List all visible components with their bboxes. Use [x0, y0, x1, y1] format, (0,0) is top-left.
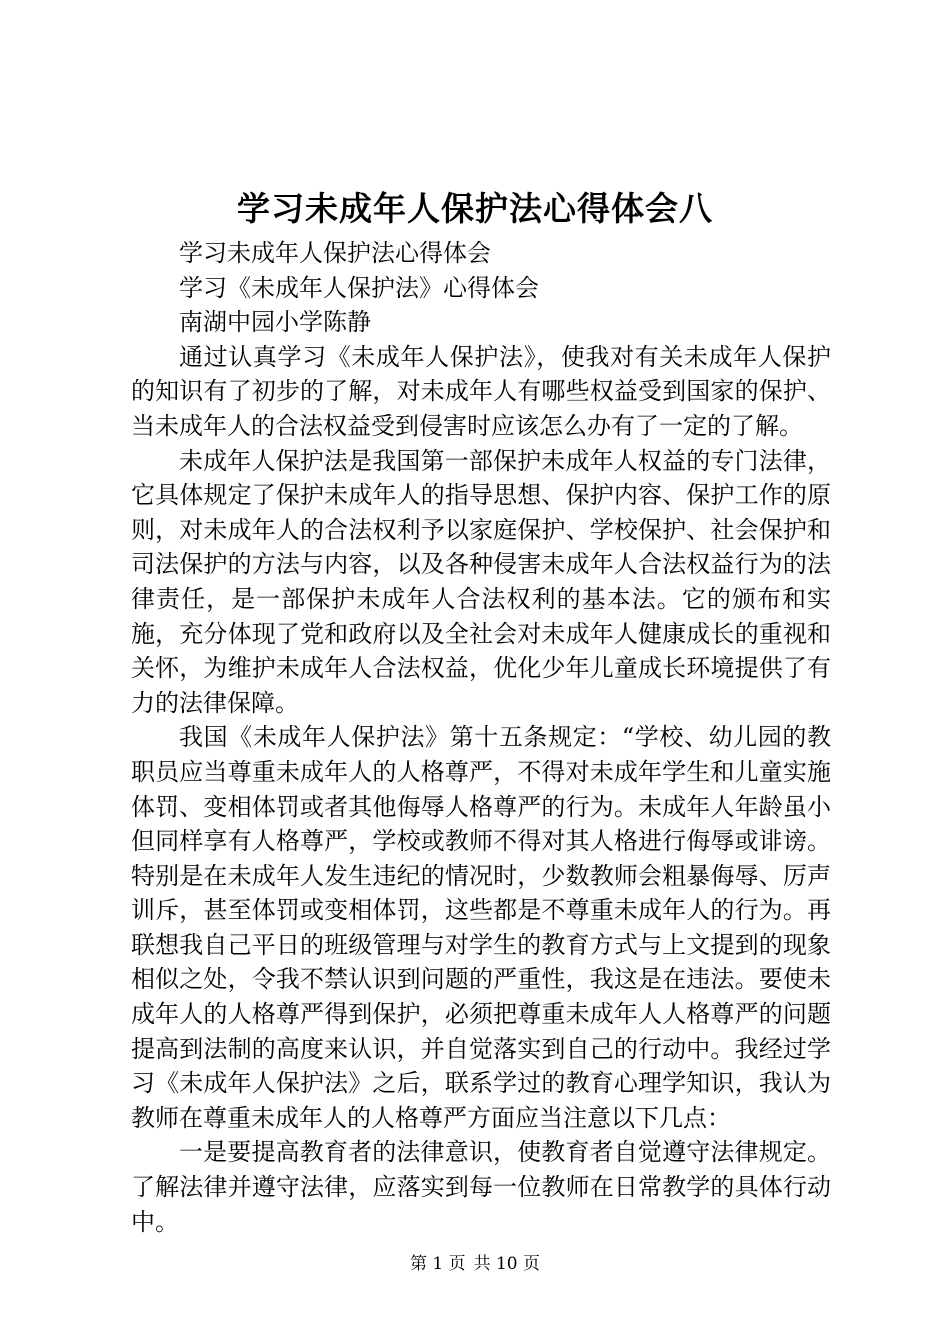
page-total: 共 10 页 [473, 1254, 541, 1274]
document-title: 学习未成年人保护法心得体会八 [237, 189, 713, 228]
page-number: 第 1 页 [409, 1254, 466, 1274]
author-line: 南湖中园小学陈静 [179, 308, 371, 337]
body-paragraph: 一是要提高教育者的法律意识，使教育者自觉遵守法律规定。了解法律并遵守法律，应落实到每一位教师在日常教学的具体行动中。 [131, 1138, 831, 1236]
body-paragraph: 我国《未成年人保护法》第十五条规定：“学校、幼儿园的教职员应当尊重未成年人的人格尊严，不得对未成年学生和儿童实施体罚、变相体罚或者其他侮辱人格尊严的行为。未成年人年龄虽小但同样享有人格尊严，学校或教师不得对其人格进行侮辱或诽谤。特别是在未成年人发生违纪的情况时，少数教师会粗暴侮辱、厉声训斥，甚至体罚或变相体罚，这些都是不尊重未成年人的行为。再联想我自己平日的班级管理与对学生的教育方式与上文提到的现象相似之处，令我不禁认识到问题的严重性，我这是在违法。要使未成年人的人格尊严得到保护，必须把尊重未成年人人格尊严的问题提高到法制的高度来认识，并自觉落实到自己的行动中。我经过学习《未成年人保护法》之后，联系学过的教育心理学知识，我认为教师在尊重未成年人的人格尊严方面应当注意以下几点： [131, 723, 831, 1132]
subtitle-paragraph: 学习未成年人保护法心得体会 [179, 239, 491, 267]
body-paragraph: 未成年人保护法是我国第一部保护未成年人权益的专门法律，它具体规定了保护未成年人的指导思想、保护内容、保护工作的原则，对未成年人的合法权利予以家庭保护、学校保护、社会保护和司法保护的方法与内容，以及各种侵害未成年人合法权益行为的法律责任，是一部保护未成年人合法权利的基本法。它的颁布和实施，充分体现了党和政府以及全社会对未成年人健康成长的重视和关怀，为维护未成年人合法权益，优化少年儿童成长环境提供了有力的法律保障。 [131, 446, 831, 717]
body-paragraph: 通过认真学习《未成年人保护法》，使我对有关未成年人保护的知识有了初步的了解，对未成年人有哪些权益受到国家的保护、当未成年人的合法权益受到侵害时应该怎么办有了一定的了解。 [131, 342, 831, 440]
subtitle-paragraph: 学习《未成年人保护法》心得体会 [179, 273, 539, 302]
document-body [131, 236, 831, 1239]
page-footer [0, 1252, 950, 1276]
